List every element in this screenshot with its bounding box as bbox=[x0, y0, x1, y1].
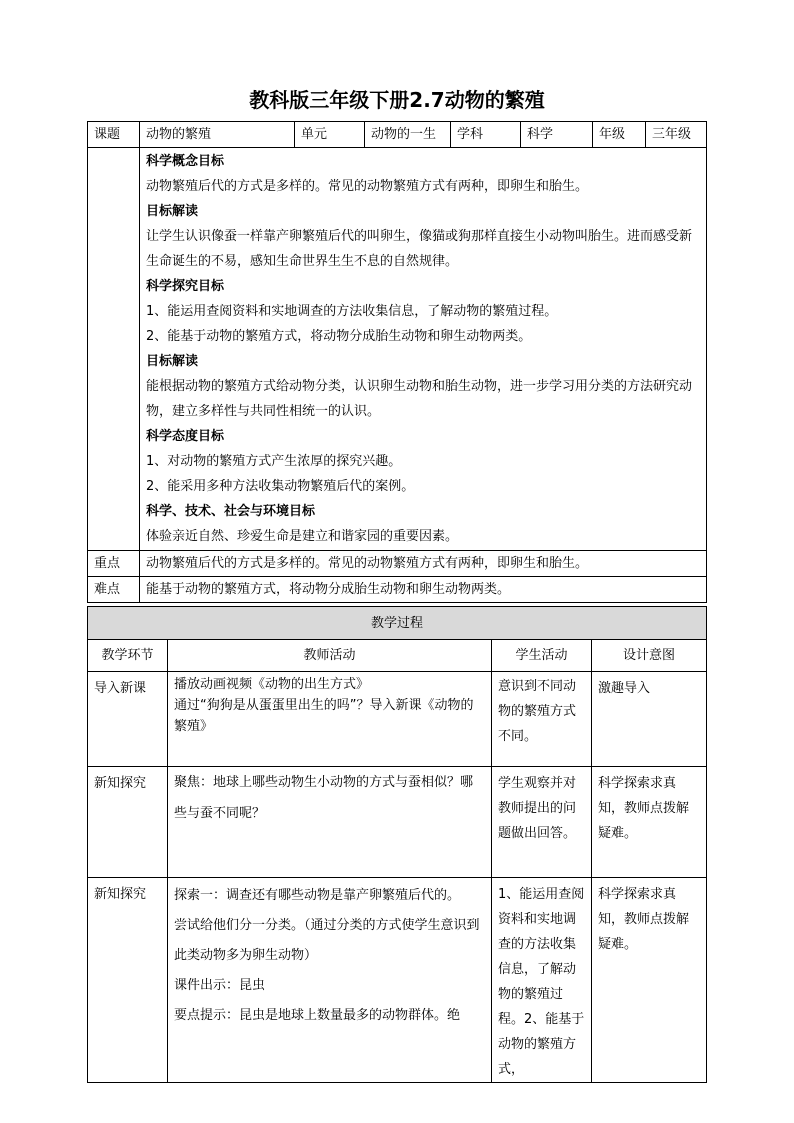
process-title-row bbox=[88, 607, 707, 640]
column-header: 教师活动 bbox=[168, 640, 492, 672]
header-row bbox=[88, 122, 707, 148]
grade-value: 三年级 bbox=[646, 122, 707, 148]
design-intent-cell: 科学探索求真知，教师点拨解疑难。 bbox=[592, 767, 707, 878]
objective-heading: 科学态度目标 bbox=[146, 429, 225, 444]
objective-heading: 科学、技术、社会与环境目标 bbox=[146, 504, 316, 519]
objective-heading: 科学概念目标 bbox=[146, 154, 225, 169]
table-row bbox=[88, 767, 707, 878]
student-activity-cell: 1、能运用查阅资料和实地调查的方法收集信息，了解动物的繁殖过程。2、能基于动物的繁殖方式， bbox=[492, 878, 592, 1083]
objective-text: 能根据动物的繁殖方式给动物分类，认识卵生动物和胎生动物，进一步学习用分类的方法研究动物，建立多样性与共同性相统一的认识。 bbox=[146, 379, 693, 419]
difficulty-label: 难点 bbox=[88, 577, 140, 603]
objectives-cell bbox=[140, 148, 707, 551]
topic-value: 动物的繁殖 bbox=[140, 122, 295, 148]
unit-value: 动物的一生 bbox=[365, 122, 451, 148]
stage-cell: 新知探究 bbox=[88, 767, 168, 878]
objective-text: 动物繁殖后代的方式是多样的。常见的动物繁殖方式有两种，即卵生和胎生。 bbox=[146, 179, 589, 194]
design-intent-cell: 激趣导入 bbox=[592, 672, 707, 767]
teacher-activity-cell: 聚焦：地球上哪些动物生小动物的方式与蚕相似？哪些与蚕不同呢？ bbox=[168, 767, 492, 878]
unit-label: 单元 bbox=[295, 122, 365, 148]
teacher-activity-cell bbox=[168, 672, 492, 767]
process-header-row bbox=[88, 640, 707, 672]
objective-text: 2、能基于动物的繁殖方式，将动物分成胎生动物和卵生动物两类。 bbox=[146, 329, 532, 344]
objective-heading: 目标解读 bbox=[146, 354, 199, 369]
student-activity-cell: 学生观察并对教师提出的问题做出回答。 bbox=[492, 767, 592, 878]
table-row bbox=[88, 878, 707, 1083]
column-header: 教学环节 bbox=[88, 640, 168, 672]
key-point-label: 重点 bbox=[88, 551, 140, 577]
teacher-activity-line: 播放动画视频《动物的出生方式》 bbox=[174, 677, 370, 692]
grade-label: 年级 bbox=[593, 122, 646, 148]
objectives-row bbox=[88, 148, 707, 551]
student-activity-cell: 意识到不同动物的繁殖方式不同。 bbox=[492, 672, 592, 767]
teacher-activity-line: 要点提示：昆虫是地球上数量最多的动物群体。绝 bbox=[174, 1008, 461, 1023]
subject-label: 学科 bbox=[451, 122, 521, 148]
column-header: 学生活动 bbox=[492, 640, 592, 672]
teacher-activity-line: 通过“狗狗是从蛋蛋里出生的吗”？导入新课《动物的繁殖》 bbox=[174, 698, 474, 734]
table-row bbox=[88, 672, 707, 767]
objective-text: 让学生认识像蚕一样靠产卵繁殖后代的叫卵生，像猫或狗那样直接生小动物叫胎生。进而感受新生命诞生的不易，感知生命世界生生不息的自然规律。 bbox=[146, 229, 693, 269]
stage-cell: 新知探究 bbox=[88, 878, 168, 1083]
teacher-activity-line: 课件出示：昆虫 bbox=[174, 978, 266, 993]
process-section-title: 教学过程 bbox=[88, 607, 707, 640]
objective-text: 2、能采用多种方法收集动物繁殖后代的案例。 bbox=[146, 479, 415, 494]
teacher-activity-line: 探索一：调查还有哪些动物是靠产卵繁殖后代的。 bbox=[174, 888, 461, 903]
design-intent-cell: 科学探索求真知，教师点拨解疑难。 bbox=[592, 878, 707, 1083]
difficulty-text: 能基于动物的繁殖方式，将动物分成胎生动物和卵生动物两类。 bbox=[140, 577, 707, 603]
lesson-info-table bbox=[87, 121, 707, 603]
objective-text: 体验亲近自然、珍爱生命是建立和谐家园的重要因素。 bbox=[146, 529, 459, 544]
objective-text: 1、能运用查阅资料和实地调查的方法收集信息，了解动物的繁殖过程。 bbox=[146, 304, 558, 319]
topic-label: 课题 bbox=[88, 122, 140, 148]
teacher-activity-cell bbox=[168, 878, 492, 1083]
objective-text: 1、对动物的繁殖方式产生浓厚的探究兴趣。 bbox=[146, 454, 402, 469]
stage-cell: 导入新课 bbox=[88, 672, 168, 767]
key-point-text: 动物繁殖后代的方式是多样的。常见的动物繁殖方式有两种，即卵生和胎生。 bbox=[140, 551, 707, 577]
difficulty-row bbox=[88, 577, 707, 603]
subject-value: 科学 bbox=[521, 122, 593, 148]
objective-heading: 科学探究目标 bbox=[146, 279, 225, 294]
page-title: 教科版三年级下册2.7动物的繁殖 bbox=[249, 88, 545, 112]
teacher-activity-line: 尝试给他们分一分类。（通过分类的方式使学生意识到此类动物多为卵生动物） bbox=[174, 918, 480, 963]
key-point-row bbox=[88, 551, 707, 577]
objective-heading: 目标解读 bbox=[146, 204, 199, 219]
teaching-process-table bbox=[87, 606, 707, 1083]
column-header: 设计意图 bbox=[592, 640, 707, 672]
